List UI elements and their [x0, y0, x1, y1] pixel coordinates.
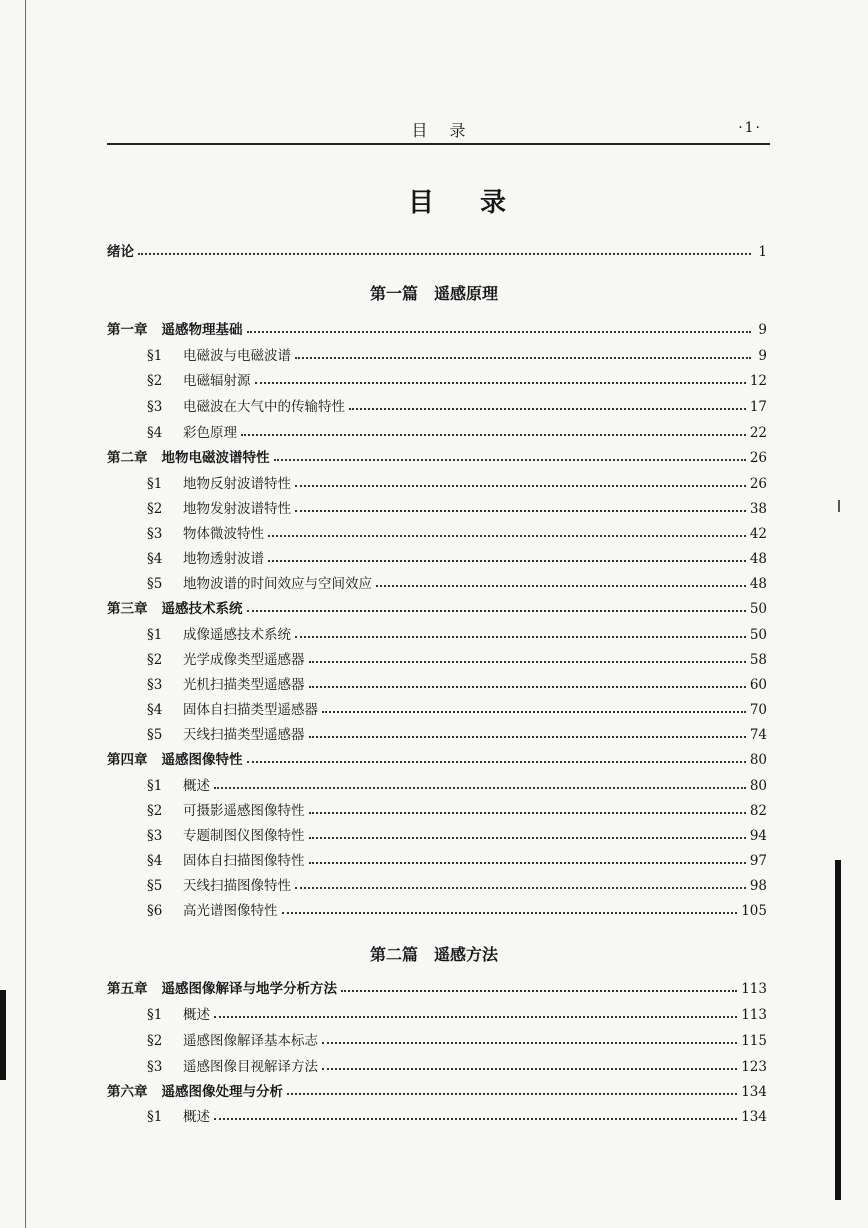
- toc-section-entry[interactable]: [147, 522, 767, 542]
- section-number: §1: [147, 1109, 163, 1125]
- section-number: §1: [147, 1007, 163, 1023]
- section-number: §1: [147, 348, 163, 364]
- section-title: 固体自扫描类型遥感器: [183, 702, 318, 718]
- toc-section-entry[interactable]: [147, 344, 767, 364]
- section-title: 地物反射波谱特性: [183, 476, 291, 492]
- page-number: 9: [758, 348, 767, 364]
- page-number: 42: [749, 526, 767, 542]
- dot-leader: [247, 330, 752, 333]
- part-heading-1: 第一篇 遥感原理: [369, 284, 498, 303]
- dot-leader: [268, 534, 746, 537]
- toc-section-entry[interactable]: [147, 774, 767, 794]
- page-number: 82: [749, 803, 767, 819]
- page-number: 48: [749, 551, 767, 567]
- dot-leader: [309, 861, 746, 864]
- toc-section-entry[interactable]: [147, 824, 767, 844]
- page-number: 94: [749, 828, 767, 844]
- toc-section-entry[interactable]: [147, 547, 767, 567]
- toc-section-entry[interactable]: [147, 623, 767, 643]
- page-number: 60: [749, 677, 767, 693]
- toc-chapter-entry[interactable]: [107, 977, 767, 997]
- page-number: 38: [749, 501, 767, 517]
- section-number: §4: [147, 702, 163, 718]
- dot-leader: [309, 735, 746, 738]
- page-number: 50: [749, 627, 767, 643]
- section-title: 可摄影遥感图像特性: [183, 803, 305, 819]
- header-rule: [107, 143, 770, 145]
- dot-leader: [268, 559, 746, 562]
- chapter-title: 遥感图像特性: [161, 752, 243, 768]
- scan-blot: [0, 990, 6, 1080]
- page-number: 97: [749, 853, 767, 869]
- chapter-title: 遥感技术系统: [161, 601, 243, 617]
- dot-leader: [295, 886, 746, 889]
- dot-leader: [322, 710, 746, 713]
- dot-leader: [309, 836, 746, 839]
- chapter-number: 第一章: [107, 322, 148, 338]
- toc-section-entry[interactable]: [147, 648, 767, 668]
- section-title: 专题制图仪图像特性: [183, 828, 305, 844]
- page-number: 48: [749, 576, 767, 592]
- toc-chapter-entry[interactable]: [107, 318, 767, 338]
- page-number: 58: [749, 652, 767, 668]
- dot-leader: [247, 760, 746, 763]
- dot-leader: [287, 1092, 737, 1095]
- page-number: 105: [741, 903, 767, 919]
- page-number: 134: [741, 1084, 767, 1100]
- page-number: 26: [749, 476, 767, 492]
- section-number: §1: [147, 476, 163, 492]
- section-number: §3: [147, 399, 163, 415]
- toc-intro-page: 1: [758, 244, 767, 260]
- page-number: 26: [749, 450, 767, 466]
- toc-section-entry[interactable]: [147, 723, 767, 743]
- chapter-title: 遥感物理基础: [161, 322, 243, 338]
- section-title: 遥感图像解译基本标志: [183, 1033, 318, 1049]
- toc-section-entry[interactable]: [147, 497, 767, 517]
- section-title: 物体微波特性: [183, 526, 264, 542]
- toc-section-entry[interactable]: [147, 1105, 767, 1125]
- running-header-page-number: ·1·: [738, 120, 762, 136]
- dot-leader: [138, 252, 751, 255]
- section-number: §4: [147, 425, 163, 441]
- dot-leader: [295, 484, 746, 487]
- section-title: 地物波谱的时间效应与空间效应: [183, 576, 372, 592]
- chapter-number: 第三章: [107, 601, 148, 617]
- dot-leader: [322, 1041, 737, 1044]
- section-title: 天线扫描图像特性: [183, 878, 291, 894]
- toc-intro[interactable]: [107, 240, 767, 260]
- toc-section-entry[interactable]: [147, 673, 767, 693]
- chapter-title: 遥感图像解译与地学分析方法: [161, 981, 337, 997]
- chapter-number: 第二章: [107, 450, 148, 466]
- section-number: §3: [147, 677, 163, 693]
- section-number: §3: [147, 828, 163, 844]
- section-title: 概述: [183, 1109, 210, 1125]
- section-number: §3: [147, 1059, 163, 1075]
- dot-leader: [295, 509, 746, 512]
- toc-section-entry[interactable]: [147, 1029, 767, 1049]
- toc-intro-text: 绪论: [107, 244, 134, 260]
- section-title: 概述: [183, 778, 210, 794]
- page-number: 80: [749, 752, 767, 768]
- section-title: 地物透射波谱: [183, 551, 264, 567]
- toc-section-entry[interactable]: [147, 472, 767, 492]
- dot-leader: [295, 356, 751, 359]
- dot-leader: [341, 989, 737, 992]
- section-title: 地物发射波谱特性: [183, 501, 291, 517]
- toc-section-entry[interactable]: [147, 849, 767, 869]
- dot-leader: [247, 609, 746, 612]
- section-number: §2: [147, 373, 163, 389]
- dot-leader: [255, 381, 746, 384]
- section-number: §4: [147, 853, 163, 869]
- dot-leader: [214, 786, 746, 789]
- section-title: 固体自扫描图像特性: [183, 853, 305, 869]
- page-number: 12: [749, 373, 767, 389]
- toc-section-entry[interactable]: [147, 1055, 767, 1075]
- section-title: 高光谱图像特性: [183, 903, 278, 919]
- page-number: 17: [749, 399, 767, 415]
- scan-mark: [838, 500, 840, 512]
- toc-chapter-entry[interactable]: [107, 1080, 767, 1100]
- dot-leader: [309, 811, 746, 814]
- section-title: 光学成像类型遥感器: [183, 652, 305, 668]
- page-number: 98: [749, 878, 767, 894]
- dot-leader: [309, 685, 746, 688]
- toc-section-entry[interactable]: [147, 874, 767, 894]
- dot-leader: [376, 584, 746, 587]
- section-title: 电磁波在大气中的传输特性: [183, 399, 345, 415]
- toc-section-entry[interactable]: [147, 421, 767, 441]
- dot-leader: [309, 660, 746, 663]
- page-number: 115: [741, 1033, 767, 1049]
- section-title: 电磁波与电磁波谱: [183, 348, 291, 364]
- scan-edge-right: [835, 860, 841, 1200]
- chapter-number: 第四章: [107, 752, 148, 768]
- toc-section-entry[interactable]: [147, 899, 767, 919]
- toc-chapter-entry[interactable]: [107, 597, 767, 617]
- section-title: 光机扫描类型遥感器: [183, 677, 305, 693]
- dot-leader: [274, 458, 746, 461]
- page-title: 目录: [407, 188, 552, 218]
- section-number: §4: [147, 551, 163, 567]
- dot-leader: [241, 433, 746, 436]
- chapter-title: 地物电磁波谱特性: [161, 450, 270, 466]
- chapter-number: 第五章: [107, 981, 148, 997]
- page-number: 80: [749, 778, 767, 794]
- section-number: §5: [147, 878, 163, 894]
- part-heading-2: 第二篇 遥感方法: [369, 945, 498, 964]
- page-number: 113: [741, 981, 767, 997]
- page-number: 70: [749, 702, 767, 718]
- toc-section-entry[interactable]: [147, 1003, 767, 1023]
- section-number: §2: [147, 652, 163, 668]
- section-number: §5: [147, 576, 163, 592]
- section-number: §2: [147, 803, 163, 819]
- dot-leader: [349, 407, 746, 410]
- section-number: §5: [147, 727, 163, 743]
- dot-leader: [322, 1067, 737, 1070]
- page-number: 134: [741, 1109, 767, 1125]
- dot-leader: [214, 1117, 737, 1120]
- toc-section-entry[interactable]: [147, 698, 767, 718]
- section-title: 彩色原理: [183, 425, 237, 441]
- section-title: 电磁辐射源: [183, 373, 251, 389]
- toc-chapter-entry[interactable]: [107, 446, 767, 466]
- section-number: §2: [147, 501, 163, 517]
- section-number: §1: [147, 627, 163, 643]
- section-number: §1: [147, 778, 163, 794]
- section-title: 遥感图像目视解译方法: [183, 1059, 318, 1075]
- chapter-number: 第六章: [107, 1084, 148, 1100]
- toc-chapter-entry[interactable]: [107, 748, 767, 768]
- dot-leader: [282, 911, 738, 914]
- chapter-title: 遥感图像处理与分析: [161, 1084, 283, 1100]
- toc-section-entry[interactable]: [147, 572, 767, 592]
- running-header-title: 目录: [411, 121, 488, 140]
- toc-section-entry[interactable]: [147, 369, 767, 389]
- section-number: §2: [147, 1033, 163, 1049]
- section-number: §3: [147, 526, 163, 542]
- dot-leader: [295, 635, 746, 638]
- running-header: [107, 116, 770, 144]
- page-number: 113: [741, 1007, 767, 1023]
- page-number: 22: [749, 425, 767, 441]
- page-number: 9: [758, 322, 767, 338]
- section-number: §6: [147, 903, 163, 919]
- section-title: 天线扫描类型遥感器: [183, 727, 305, 743]
- page-number: 74: [749, 727, 767, 743]
- page-number: 50: [749, 601, 767, 617]
- page-number: 123: [741, 1059, 767, 1075]
- toc-section-entry[interactable]: [147, 395, 767, 415]
- section-title: 成像遥感技术系统: [183, 627, 291, 643]
- section-title: 概述: [183, 1007, 210, 1023]
- dot-leader: [214, 1015, 737, 1018]
- toc-section-entry[interactable]: [147, 799, 767, 819]
